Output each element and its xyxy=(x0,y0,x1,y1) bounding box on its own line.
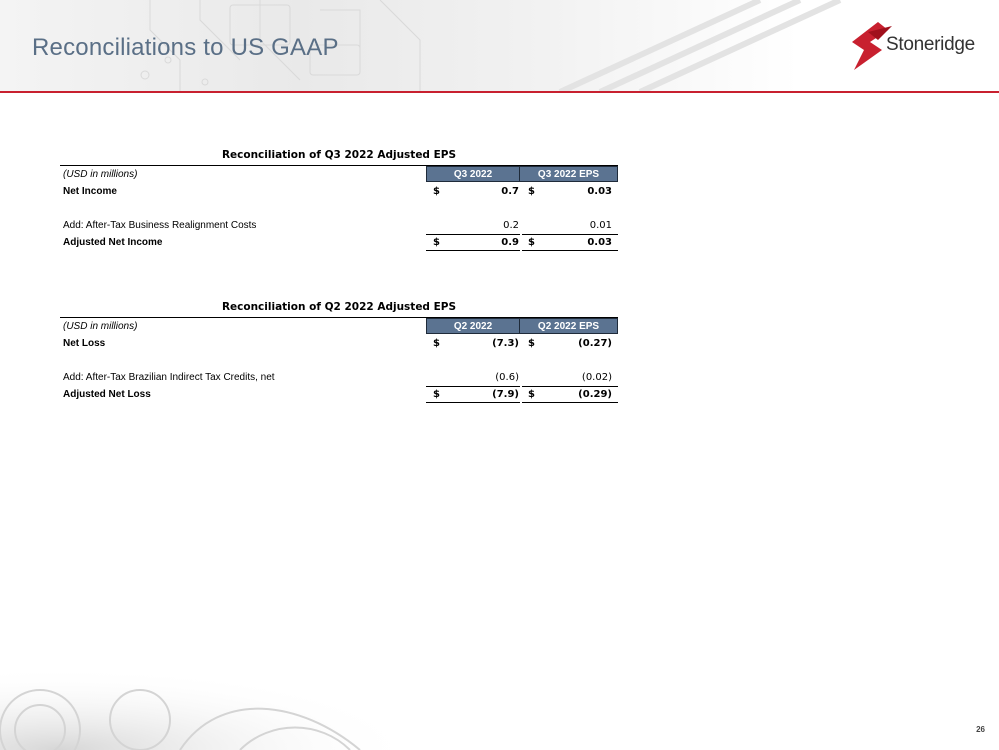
logo-wordmark: Stoneridge xyxy=(886,34,975,55)
amount-value: (0.6) xyxy=(495,372,519,383)
currency-symbol: $ xyxy=(528,338,535,349)
column-header-amount: Q3 2022 xyxy=(426,166,520,182)
column-header-eps: Q2 2022 EPS xyxy=(519,318,618,334)
eps-value: (0.29) xyxy=(578,389,612,400)
row-label: Net Income xyxy=(63,186,117,197)
unit-label: (USD in millions) xyxy=(63,169,138,180)
table-row xyxy=(60,369,618,386)
column-header-eps: Q3 2022 EPS xyxy=(519,166,618,182)
row-label: Adjusted Net Income xyxy=(63,237,163,248)
table-row xyxy=(60,183,618,200)
amount-value: (7.3) xyxy=(492,338,519,349)
q3-reconciliation-table xyxy=(60,149,618,251)
row-label: Add: After-Tax Brazilian Indirect Tax Credits, net xyxy=(63,372,275,383)
eps-value: (0.02) xyxy=(581,372,612,383)
table-row xyxy=(60,217,618,234)
table-title: Reconciliation of Q2 2022 Adjusted EPS xyxy=(60,301,618,318)
unit-label: (USD in millions) xyxy=(63,321,138,332)
q2-reconciliation-table xyxy=(60,301,618,403)
page-title: Reconciliations to US GAAP xyxy=(32,34,339,61)
table-row-total xyxy=(60,234,618,251)
currency-symbol: $ xyxy=(433,186,440,197)
table-row-total xyxy=(60,386,618,403)
amount-value: 0.2 xyxy=(503,220,519,231)
stoneridge-logo xyxy=(848,20,978,74)
header-divider xyxy=(0,91,999,93)
page-number: 26 xyxy=(976,725,985,734)
currency-symbol: $ xyxy=(433,237,440,248)
table-header-row xyxy=(60,166,618,183)
amount-value: (7.9) xyxy=(492,389,519,400)
currency-symbol: $ xyxy=(528,186,535,197)
amount-value: 0.9 xyxy=(501,237,519,248)
table-title: Reconciliation of Q3 2022 Adjusted EPS xyxy=(60,149,618,166)
eps-value: 0.03 xyxy=(587,237,612,248)
column-header-amount: Q2 2022 xyxy=(426,318,520,334)
eps-value: 0.03 xyxy=(587,186,612,197)
eps-value: (0.27) xyxy=(578,338,612,349)
amount-value: 0.7 xyxy=(501,186,519,197)
row-label: Adjusted Net Loss xyxy=(63,389,151,400)
currency-symbol: $ xyxy=(433,338,440,349)
row-label: Net Loss xyxy=(63,338,106,349)
currency-symbol: $ xyxy=(528,237,535,248)
table-row xyxy=(60,335,618,352)
table-header-row xyxy=(60,318,618,335)
slide-header xyxy=(0,0,999,92)
engine-background-graphic xyxy=(0,610,999,750)
currency-symbol: $ xyxy=(528,389,535,400)
row-label: Add: After-Tax Business Realignment Costs xyxy=(63,220,257,231)
currency-symbol: $ xyxy=(433,389,440,400)
eps-value: 0.01 xyxy=(589,220,612,231)
